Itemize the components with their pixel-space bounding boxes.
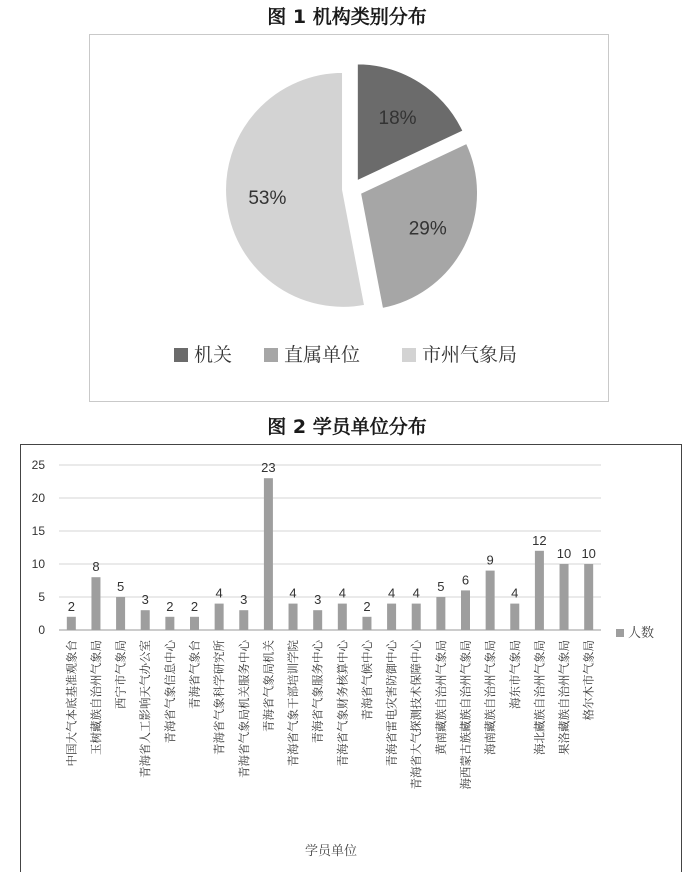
bar-data-label: 2 <box>67 598 75 614</box>
pie-legend-label-2: 直属单位 <box>284 344 361 366</box>
bar-data-label: 4 <box>338 585 346 601</box>
bar-data-label: 12 <box>532 532 547 548</box>
bar <box>264 478 273 630</box>
pie-slice-label-3: 53% <box>248 187 287 209</box>
bar-data-label: 10 <box>581 546 596 561</box>
bar-data-label: 3 <box>314 592 322 608</box>
bar <box>165 617 174 630</box>
x-axis-title: 学员单位 <box>304 844 358 859</box>
x-category-label: 海东市气象局 <box>507 640 522 709</box>
bar <box>215 604 224 630</box>
x-category-label: 海北藏族自治州气象局 <box>532 640 547 755</box>
bar-data-label: 5 <box>437 579 445 594</box>
bar-legend-swatch <box>616 629 624 637</box>
bar <box>387 604 396 630</box>
pie-legend-swatch-1 <box>174 348 188 362</box>
bar-data-label: 4 <box>215 585 223 601</box>
bar <box>289 604 298 630</box>
x-category-label: 海南藏族自治州气象局 <box>483 640 498 755</box>
y-tick-label: 25 <box>31 458 45 472</box>
bar <box>313 610 322 630</box>
x-category-label: 海西蒙古族藏族自治州气象局 <box>458 640 473 790</box>
x-category-label: 青海省气象台 <box>187 640 202 709</box>
bar-data-label: 8 <box>92 559 100 575</box>
pie-legend-swatch-3 <box>402 348 416 362</box>
x-category-label: 玉树藏族自治州气象局 <box>88 640 103 755</box>
x-category-label: 青海省气象信息中心 <box>162 640 177 744</box>
pie-legend-swatch-2 <box>264 348 278 362</box>
x-category-label: 青海省气象干部培训学院 <box>286 640 301 767</box>
pie-legend-label-1: 机关 <box>194 344 233 366</box>
x-category-label: 青海省气象财务核算中心 <box>335 640 350 767</box>
pie-slice-label-1: 18% <box>378 108 417 130</box>
bar <box>338 604 347 630</box>
bar <box>560 564 569 630</box>
bar-chart <box>21 445 681 872</box>
x-category-label: 青海省气候中心 <box>359 640 374 721</box>
bar <box>116 597 125 630</box>
pie-slice-label-2: 29% <box>408 218 447 240</box>
y-tick-label: 10 <box>31 557 45 571</box>
bar <box>362 617 371 630</box>
bar-data-label: 3 <box>240 592 248 608</box>
bar <box>461 590 470 630</box>
x-category-label: 中国大气本底基准观象台 <box>64 640 79 767</box>
x-category-label: 青海省气象服务中心 <box>310 640 325 744</box>
bar <box>510 604 519 630</box>
y-tick-label: 0 <box>38 623 45 637</box>
x-category-label: 黄南藏族自治州气象局 <box>433 640 448 755</box>
bar <box>436 597 445 630</box>
x-category-label: 果洛藏族自治州气象局 <box>557 640 572 755</box>
x-category-label: 青海省人工影响天气办公室 <box>138 640 153 778</box>
y-tick-label: 20 <box>31 491 45 505</box>
bar-data-label: 3 <box>141 592 149 608</box>
figure2-title: 图 2 学员单位分布 <box>267 416 427 438</box>
bar <box>486 571 495 630</box>
bar-data-label: 6 <box>461 572 470 588</box>
bar <box>67 617 76 630</box>
bar <box>535 551 544 630</box>
pie-chart <box>90 35 608 401</box>
bar-data-label: 5 <box>116 579 125 594</box>
x-category-label: 格尔木市气象局 <box>581 640 596 721</box>
bar-data-label: 2 <box>363 598 371 614</box>
x-category-label: 西宁市气象局 <box>113 640 128 709</box>
bar-data-label: 2 <box>166 598 174 614</box>
bar-data-label: 4 <box>511 585 519 601</box>
pie-slice-3 <box>225 72 365 308</box>
bar-chart-frame <box>20 444 682 872</box>
bar <box>91 577 100 630</box>
x-category-label: 青海省雷电灾害防御中心 <box>384 640 399 767</box>
y-tick-label: 5 <box>38 590 45 604</box>
x-category-label: 青海省大气探测技术保障中心 <box>409 640 424 790</box>
bar <box>141 610 150 630</box>
bar-data-label: 10 <box>556 546 572 561</box>
bar <box>412 604 421 630</box>
figure1-title: 图 1 机构类别分布 <box>267 6 427 28</box>
x-category-label: 青海省气象局机关 <box>261 640 276 732</box>
bar-legend-label: 人数 <box>628 626 655 641</box>
pie-chart-frame <box>89 34 609 402</box>
y-tick-label: 15 <box>31 524 45 538</box>
bar-data-label: 4 <box>412 585 420 601</box>
x-category-label: 青海省气象科学研究所 <box>212 640 227 755</box>
bar <box>239 610 248 630</box>
x-category-label: 青海省气象局机关服务中心 <box>236 640 251 778</box>
bar-data-label: 4 <box>289 585 297 601</box>
bar <box>190 617 199 630</box>
pie-legend-label-3: 市州气象局 <box>422 344 518 366</box>
bar-data-label: 9 <box>486 552 494 568</box>
bar-data-label: 4 <box>387 585 396 601</box>
bar-data-label: 2 <box>190 598 199 614</box>
bar <box>584 564 593 630</box>
bar-data-label: 23 <box>261 460 276 476</box>
